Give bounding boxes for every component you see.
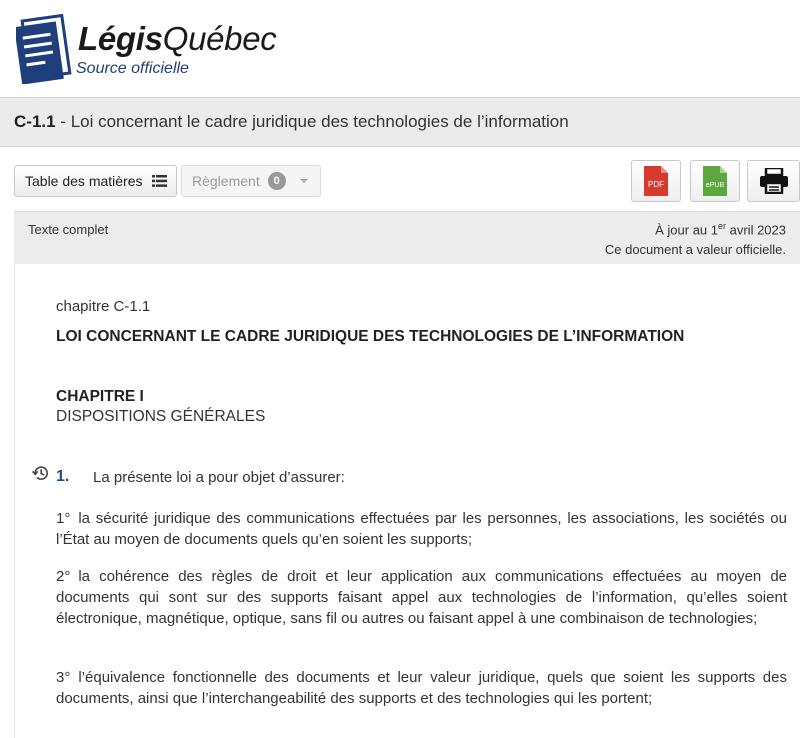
paragraph bbox=[56, 566, 787, 629]
print-button[interactable] bbox=[747, 160, 800, 202]
epub-icon bbox=[703, 166, 727, 196]
law-title-bar bbox=[0, 97, 800, 147]
update-date: À jour au 1er avril 2023 bbox=[655, 221, 786, 238]
logo-title: LégisQuébec bbox=[78, 20, 277, 57]
article-number[interactable]: 1. bbox=[56, 468, 70, 485]
printer-icon bbox=[759, 168, 789, 194]
official-notice: Ce document a valeur officielle. bbox=[604, 242, 786, 257]
toc-label: Table des matières bbox=[25, 173, 143, 189]
epub-download-button[interactable] bbox=[690, 160, 740, 202]
paragraph-number: 3° bbox=[56, 669, 71, 686]
history-icon[interactable] bbox=[32, 464, 50, 482]
document-logo-icon bbox=[16, 14, 72, 84]
paragraph-number: 1° bbox=[56, 510, 71, 527]
site-header bbox=[0, 0, 800, 97]
paragraph bbox=[56, 508, 787, 550]
paragraph bbox=[56, 667, 787, 709]
paragraph-text: la cohérence des règles de droit et leur application aux communications effectuées au moyen de documents qui sont sur des supports faisant appel aux technologies de l’information, qu’elles soient électronique, magnétique, optique, sans fil ou autres ou faisant appel à une combinaison de technologies; bbox=[56, 568, 787, 627]
svg-text:ePUB: ePUB bbox=[705, 182, 725, 189]
svg-text:PDF: PDF bbox=[648, 180, 664, 189]
chapter-code: chapitre C-1.1 bbox=[56, 298, 151, 315]
regulation-label: Règlement bbox=[192, 173, 260, 189]
paragraph-text: la sécurité juridique des communications effectuées par les personnes, les associations, les sociétés ou l’État au moyen de documents quels qu’en soient les supports; bbox=[56, 510, 787, 548]
legisquebec-logo[interactable] bbox=[16, 14, 306, 86]
text-mode-label: Texte complet bbox=[28, 222, 109, 237]
list-icon bbox=[152, 175, 167, 187]
chapter-name: DISPOSITIONS GÉNÉRALES bbox=[56, 408, 266, 425]
regulation-count-badge: 0 bbox=[268, 172, 286, 190]
law-code: C-1.1 bbox=[14, 112, 56, 131]
toolbar bbox=[0, 147, 800, 211]
table-of-contents-button[interactable] bbox=[14, 165, 177, 197]
regulation-dropdown[interactable] bbox=[181, 165, 321, 197]
law-heading: LOI CONCERNANT LE CADRE JURIDIQUE DES TECHNOLOGIES DE L’INFORMATION bbox=[56, 328, 685, 345]
page-title: C-1.1 - Loi concernant le cadre juridique des technologies de l’information bbox=[14, 112, 569, 131]
pdf-icon bbox=[644, 166, 668, 196]
paragraph-number: 2° bbox=[56, 568, 71, 585]
chapter-heading: CHAPITRE I bbox=[56, 388, 144, 405]
logo-subtitle: Source officielle bbox=[76, 60, 189, 77]
law-name: Loi concernant le cadre juridique des technologies de l’information bbox=[70, 112, 569, 131]
document-content bbox=[14, 264, 800, 738]
document-info-bar bbox=[14, 211, 800, 264]
chevron-down-icon bbox=[300, 179, 308, 183]
article-intro: La présente loi a pour objet d’assurer: bbox=[93, 469, 345, 486]
pdf-download-button[interactable] bbox=[631, 160, 681, 202]
paragraph-text: l’équivalence fonctionnelle des documents et leur valeur juridique, quels que soient les supports des documents, ainsi que l’interchangeabilité des supports et des technologies qui les portent; bbox=[56, 669, 787, 707]
